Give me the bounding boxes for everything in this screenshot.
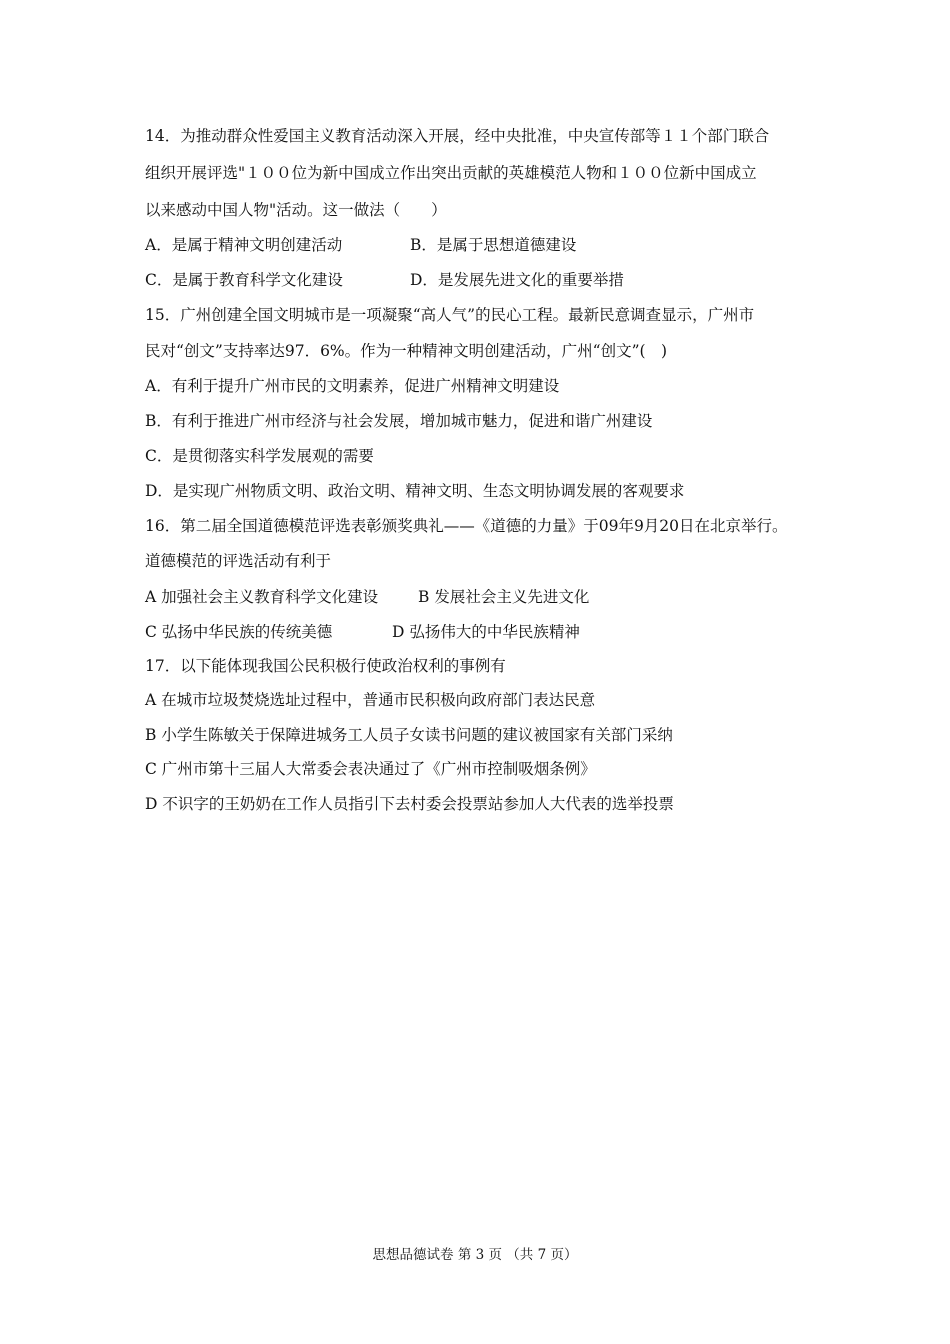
q17-option-d: D 不识字的王奶奶在工作人员指引下去村委会投票站参加人大代表的选举投票 [145, 795, 674, 813]
q17-option-b: B 小学生陈敏关于保障进城务工人员子女读书问题的建议被国家有关部门采纳 [145, 726, 673, 744]
q15-stem-line-1: 15．广州创建全国文明城市是一项凝聚“高人气”的民心工程。最新民意调查显示，广州市 [145, 306, 755, 324]
q15-option-c: C．是贯彻落实科学发展观的需要 [145, 447, 374, 465]
q16-option-b: B 发展社会主义先进文化 [418, 588, 590, 606]
q16-option-d: D 弘扬伟大的中华民族精神 [392, 623, 580, 641]
q16-option-c: C 弘扬中华民族的传统美德 [145, 623, 333, 641]
q16-stem-line-1: 16．第二届全国道德模范评选表彰颁奖典礼——《道德的力量》于09年9月20日在北京举行。 [145, 517, 788, 535]
q15-option-a: A．有利于提升广州市民的文明素养，促进广州精神文明建设 [145, 377, 560, 395]
q14-option-a: A．是属于精神文明创建活动 [145, 236, 343, 254]
page-footer: 思想品德试卷 第 3 页 （共 7 页） [372, 1247, 578, 1263]
q17-option-c: C 广州市第十三届人大常委会表决通过了《广州市控制吸烟条例》 [145, 760, 596, 778]
q14-option-b: B．是属于思想道德建设 [410, 236, 577, 254]
q14-stem-line-2: 组织开展评选"１００位为新中国成立作出突出贡献的英雄模范人物和１００位新中国成立 [145, 164, 757, 182]
q16-stem-line-2: 道德模范的评选活动有利于 [145, 552, 332, 570]
q17-option-a: A 在城市垃圾焚烧选址过程中，普通市民积极向政府部门表达民意 [145, 691, 596, 709]
q15-stem-line-2: 民对“创文”支持率达97．6%。作为一种精神文明创建活动，广州“创文”( ) [145, 342, 668, 360]
q14-stem-line-1: 14．为推动群众性爱国主义教育活动深入开展，经中央批准，中央宣传部等１１个部门联合 [145, 127, 770, 145]
q15-option-b: B．有利于推进广州市经济与社会发展，增加城市魅力，促进和谐广州建设 [145, 412, 653, 430]
q14-option-c: C．是属于教育科学文化建设 [145, 271, 343, 289]
q17-stem-line-1: 17．以下能体现我国公民积极行使政治权利的事例有 [145, 657, 506, 675]
q15-option-d: D．是实现广州物质文明、政治文明、精神文明、生态文明协调发展的客观要求 [145, 482, 685, 500]
q14-stem-line-3: 以来感动中国人物"活动。这一做法（ ） [145, 201, 447, 219]
q16-option-a: A 加强社会主义教育科学文化建设 [145, 588, 379, 606]
q14-option-d: D．是发展先进文化的重要举措 [410, 271, 624, 289]
